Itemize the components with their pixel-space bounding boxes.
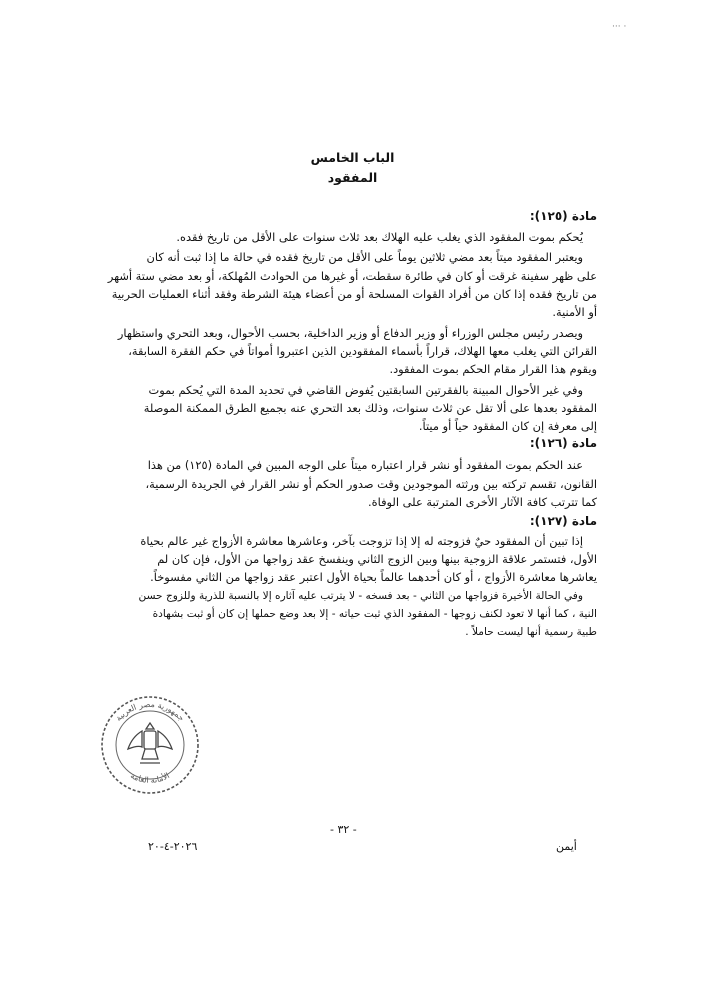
article-126-line2: القانون، تقسم تركته بين ورثته الموجودين وقت صدور الحكم أو نشر القرار في الجريدة الرسمية،	[145, 477, 597, 491]
article-125-p4-line3: إلى معرفة إن كان المفقود حياً أو ميتاً.	[418, 419, 597, 433]
article-127-title: مادة (١٢٧):	[529, 514, 597, 528]
article-125-p2-line3: من تاريخ فقده إذا كان من أفراد القوات المسلحة أو من أعضاء هيئة الشرطة وفقد أثناء العمليات الحربية	[111, 287, 597, 301]
article-126-line1: عند الحكم بموت المفقود أو نشر قرار اعتباره ميتاً على الوجه المبين في المادة (١٢٥) من هذا	[147, 458, 583, 472]
chapter-subject: المفقود	[327, 170, 378, 185]
official-seal-icon	[96, 687, 204, 799]
article-127-p1-line1: إذا تبين أن المفقود حيٌ فزوجته له إلا إذا تزوجت بآخر، وعاشرها معاشرة الأزواج غير عالم بحياة	[140, 534, 583, 548]
article-125-title: مادة (١٢٥):	[529, 209, 597, 223]
article-126-line3: كما تترتب كافة الآثار الأخرى المترتبة على الوفاة.	[368, 495, 597, 509]
scan-artifact: ··· ·	[612, 22, 627, 32]
article-125-p4-line2: المفقود بعدها على ألا تقل عن ثلاث سنوات، وذلك بعد التحري عنه بجميع الطرق الممكنة الموصلة	[143, 401, 597, 415]
article-125-p2-line4: أو الأمنية.	[552, 305, 597, 319]
footer-date: ٢٠٢٦-٤-٢٠	[148, 840, 198, 853]
article-125-p3-line1: ويصدر رئيس مجلس الوزراء أو وزير الدفاع أو وزير الداخلية، بحسب الأحوال، وبعد التحري واستظهار	[117, 326, 583, 340]
article-127-p1-line3: يعاشرها معاشرة الأزواج ، أو كان أحدهما عالماً بحياة الأول اعتبر عقد زواجها من الثاني مفسوخاً.	[150, 570, 597, 584]
article-127-p2-line2: النية ، كما أنها لا تعود لكنف زوجها - المفقود الذي ثبت حياته - إلا بعد وضع حملها إن كان أو ثبت بشهادة	[152, 608, 597, 620]
eagle-emblem-icon	[128, 723, 172, 763]
article-125-p3-line2: القرائن التي يغلب معها الهلاك، قراراً بأسماء المفقودين الذين اعتبروا أمواتاً في حكم الفقرة السابقة،	[128, 344, 597, 358]
article-126-title: مادة (١٢٦):	[529, 436, 597, 450]
article-125-p4-line1: وفي غير الأحوال المبينة بالفقرتين السابقتين يُفوض القاضي في تحديد المدة التي يُحكم بموت	[148, 383, 583, 397]
seal-text-top: جمهورية مصر العربية	[113, 699, 187, 723]
footer-initials: أيمن	[556, 840, 577, 853]
article-125-p1: يُحكم بموت المفقود الذي يغلب عليه الهلاك بعد ثلاث سنوات على الأقل من تاريخ فقده.	[176, 230, 583, 244]
article-127-p1-line2: الأول، فتستمر علاقة الزوجية بينها وبين الزوج الثاني وينفسخ عقد زواجها من الأول، فإن كان لم	[157, 552, 597, 566]
article-127-p2-line1: وفي الحالة الأخيرة فزواجها من الثاني - بعد فسخه - لا يترتب عليه آثاره إلا بالنسبة للذرية وللزوج حسن	[138, 590, 583, 602]
article-125-p2-line1: ويعتبر المفقود ميتاً بعد مضي ثلاثين يوماً على الأقل من تاريخ فقده في حالة ما إذا ثبت أنه كان	[146, 250, 583, 264]
chapter-title: الباب الخامس	[310, 150, 395, 165]
seal-text-bottom: الأمانة العامة	[128, 771, 172, 785]
article-125-p3-line3: ويقوم هذا القرار مقام الحكم بموت المفقود.	[389, 362, 597, 376]
article-125-p2-line2: على ظهر سفينة غرقت أو كان في طائرة سقطت، أو غيرها من الحوادث المُهلكة، أو بعد مضي ستة أشهر	[107, 269, 597, 283]
article-127-p2-line3: طبية رسمية أنها ليست حاملاً .	[465, 626, 597, 638]
page-number: - ٣٢ -	[330, 823, 357, 836]
